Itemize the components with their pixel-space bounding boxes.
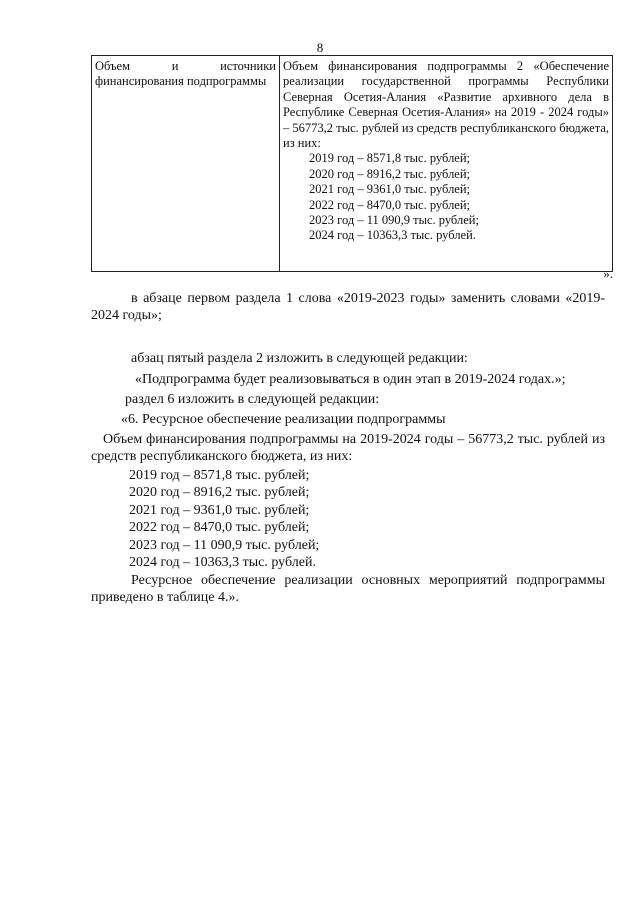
passport-financing-text: Объем финансирования подпрограммы 2 «Обеспечение реализации государственной программы Республики Северная Осетия-Алания «Развитие архивного дела в Республике Северная Осетия-Алания» на 2019 - 2024 годы» – 56773,2 тыс. рублей из средств республиканского бюджета, из них: — [283, 59, 609, 151]
financing-total-text: Объем финансирования подпрограммы на 2019-2024 годы – 56773,2 тыс. рублей из средств республиканского бюджета, из них: — [91, 432, 605, 465]
paragraph-single-stage: «Подпрограмма будет реализовываться в один этап в 2019-2024 годах.»; — [135, 372, 566, 387]
table-row — [92, 56, 613, 272]
passport-year-2020: 2020 год – 8916,2 тыс. рублей; — [309, 166, 471, 181]
passport-year-2022: 2022 год – 8470,0 тыс. рублей; — [309, 197, 471, 212]
year-2020: 2020 год – 8916,2 тыс. рублей; — [129, 485, 310, 501]
paragraph-section6-intro: раздел 6 изложить в следующей редакции: — [125, 392, 380, 407]
year-2023: 2023 год – 11 090,9 тыс. рублей; — [129, 537, 320, 553]
passport-year-2023: 2023 год – 11 090,9 тыс. рублей; — [309, 213, 479, 228]
paragraph-financing-total — [91, 431, 605, 466]
paragraph-section2-intro: абзац пятый раздела 2 изложить в следующей редакции: — [131, 351, 468, 366]
section6-heading: «6. Ресурсное обеспечение реализации подпрограммы — [121, 412, 446, 427]
passport-year-2024: 2024 год – 10363,3 тыс. рублей. — [309, 228, 476, 243]
paragraph-resource-table-ref: Ресурсное обеспечение реализации основных мероприятий подпрограммы приведено в таблице 4.». — [91, 573, 605, 606]
financing-years-list — [91, 467, 605, 571]
year-2024: 2024 год – 10363,3 тыс. рублей. — [129, 555, 316, 571]
passport-year-2021: 2021 год – 9361,0 тыс. рублей; — [309, 182, 471, 197]
passport-year-2019: 2019 год – 8571,8 тыс. рублей; — [309, 151, 471, 166]
passport-label-cell: Объем и источники финансирования подпрограммы — [92, 56, 280, 272]
year-2019: 2019 год – 8571,8 тыс. рублей; — [129, 468, 310, 483]
year-2022: 2022 год – 8470,0 тыс. рублей; — [129, 520, 310, 536]
closing-quote: ». — [603, 266, 613, 281]
passport-table — [91, 55, 613, 272]
paragraph-section1-change: в абзаце первом раздела 1 слова «2019-2023 годы» заменить словами «2019-2024 годы»; — [91, 291, 605, 324]
passport-value-cell — [280, 56, 613, 272]
year-2021: 2021 год – 9361,0 тыс. рублей; — [129, 502, 310, 518]
page-number: 8 — [316, 40, 324, 55]
